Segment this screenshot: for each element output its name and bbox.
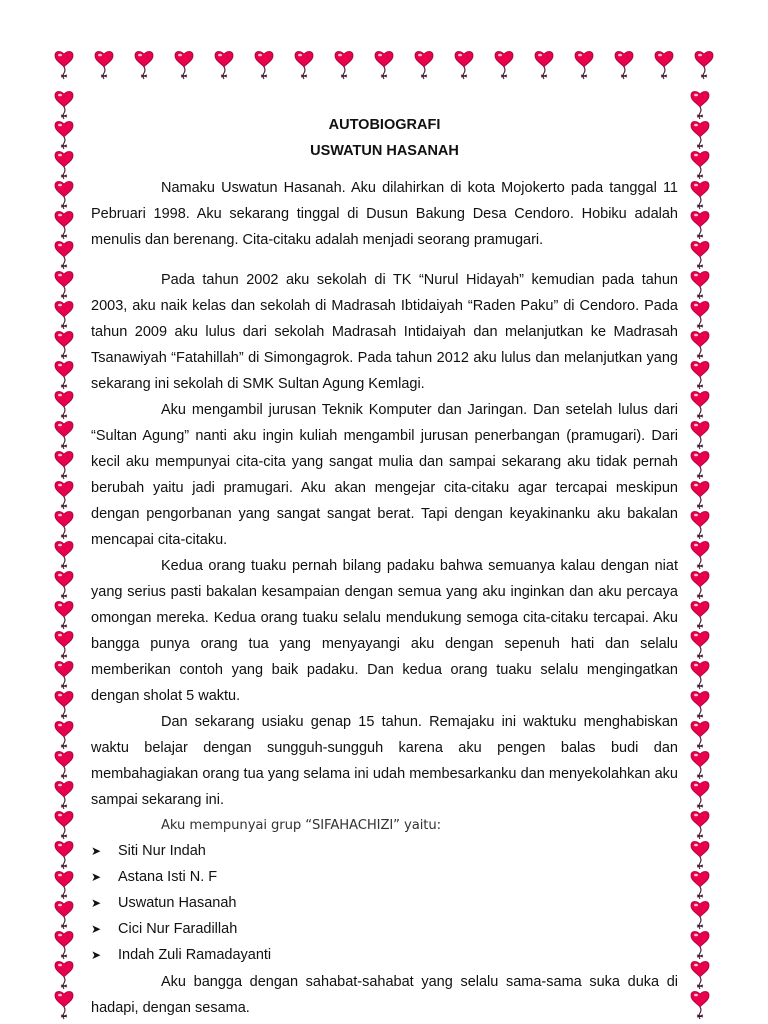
heart-balloon-icon [691,151,709,179]
list-item: ➤ Astana Isti N. F [91,864,271,890]
heart-balloon-icon [55,511,73,539]
heart-balloon-icon [415,51,433,79]
list-item: ➤ Siti Nur Indah [91,838,271,864]
heart-balloon-icon [691,661,709,689]
heart-balloon-icon [255,51,273,79]
heart-balloon-icon [691,631,709,659]
arrow-bullet-icon: ➤ [91,896,102,910]
heart-balloon-icon [655,51,673,79]
heart-balloon-icon [691,751,709,779]
heart-balloon-icon [691,721,709,749]
paragraph-group: Aku mempunyai grup “SIFAHACHIZI” yaitu: [161,818,441,833]
heart-balloon-icon [55,301,73,329]
heart-balloon-icon [691,601,709,629]
heart-balloon-icon [691,211,709,239]
heart-balloon-icon [691,301,709,329]
heart-balloon-icon [375,51,393,79]
heart-balloon-icon [55,331,73,359]
heart-balloon-icon [495,51,513,79]
heart-balloon-icon [691,691,709,719]
heart-balloon-icon [691,421,709,449]
heart-balloon-icon [175,51,193,79]
heart-balloon-icon [55,931,73,959]
heart-balloon-icon [55,481,73,509]
heart-balloon-icon [335,51,353,79]
heart-balloon-icon [55,841,73,869]
heart-balloon-icon [691,991,709,1019]
heart-balloon-icon [55,751,73,779]
heart-balloon-icon [55,121,73,149]
list-item: ➤ Indah Zuli Ramadayanti [91,942,271,968]
heart-balloon-icon [135,51,153,79]
heart-balloon-icon [691,331,709,359]
heart-balloon-icon [55,811,73,839]
heart-balloon-icon [691,901,709,929]
document-title: AUTOBIOGRAFI [328,117,441,133]
list-item: ➤ Cici Nur Faradillah [91,916,271,942]
heart-balloon-icon [691,451,709,479]
list-item: ➤ Uswatun Hasanah [91,890,271,916]
heart-balloon-icon [691,811,709,839]
heart-balloon-icon [55,691,73,719]
arrow-bullet-icon: ➤ [91,922,102,936]
heart-balloon-icon [55,271,73,299]
heart-balloon-icon [691,781,709,809]
heart-balloon-icon [535,51,553,79]
heart-balloon-icon [691,841,709,869]
heart-balloon-icon [55,541,73,569]
heart-balloon-icon [691,271,709,299]
heart-balloon-icon [55,781,73,809]
heart-balloon-icon [95,51,113,79]
heart-balloon-icon [55,51,73,79]
heart-balloon-icon [55,721,73,749]
heart-balloon-icon [55,571,73,599]
heart-balloon-icon [455,51,473,79]
heart-balloon-icon [691,121,709,149]
heart-balloon-icon [691,541,709,569]
heart-balloon-icon [55,961,73,989]
arrow-bullet-icon: ➤ [91,844,102,858]
heart-balloon-icon [55,181,73,209]
heart-balloon-icon [691,931,709,959]
heart-balloon-icon [615,51,633,79]
heart-balloon-icon [691,961,709,989]
heart-balloon-icon [575,51,593,79]
heart-balloon-icon [691,481,709,509]
heart-balloon-icon [55,361,73,389]
heart-balloon-icon [691,91,709,119]
heart-balloon-icon [691,241,709,269]
arrow-bullet-icon: ➤ [91,948,102,962]
heart-balloon-icon [691,181,709,209]
heart-balloon-icon [691,511,709,539]
heart-balloon-icon [691,871,709,899]
group-member-list [91,838,271,968]
heart-balloon-icon [55,901,73,929]
heart-balloon-icon [55,991,73,1019]
paragraph-major: Aku mengambil jurusan Teknik Komputer dan Jaringan. Dan setelah lulus dari “Sultan Agung” nanti aku ingin kuliah mengambil jurusan penerbangan (pramugari). Dari kecil aku mempunyai cita-cita yang sangat mulia dan sampai sekarang aku tidak pernah berubah yaitu jadi pramugari. Aku akan mengejar cita-citaku agar tercapai meskipun dengan pengorbanan yang sangat sangat berat. Tapi dengan keyakinanku aku bakalan mencapai cita-citaku. [91,402,678,548]
paragraph-age: Dan sekarang usiaku genap 15 tahun. Remajaku ini waktuku menghabiskan waktu belajar dengan sungguh-sungguh karena aku pengen balas budi dan membahagiakan orang tua yang selama ini udah membesarkanku dan menyekolahkan aku sampai sekarang ini. [91,714,678,808]
heart-balloon-icon [55,211,73,239]
heart-balloon-icon [295,51,313,79]
paragraph-school: Pada tahun 2002 aku sekolah di TK “Nurul Hidayah” kemudian pada tahun 2003, aku naik kelas dan sekolah di Madrasah Ibtidaiyah “Raden Paku” di Cendoro. Pada tahun 2009 aku lulus dari sekolah Madrasah Intidaiyah dan melanjutkan ke Madrasah Tsanawiyah “Fatahillah” di Simongagrok. Pada tahun 2012 aku lulus dan melanjutkan yang sekarang ini sekolah di SMK Sultan Agung Kemlagi. [91,272,678,392]
paragraph-intro: Namaku Uswatun Hasanah. Aku dilahirkan di kota Mojokerto pada tanggal 11 Pebruari 1998. Aku sekarang tinggal di Dusun Bakung Desa Cendoro. Hobiku adalah menulis dan berenang. Cita-citaku adalah menjadi seorang pramugari. [91,180,678,248]
heart-balloon-icon [55,631,73,659]
heart-balloon-icon [691,571,709,599]
heart-balloon-icon [55,91,73,119]
heart-balloon-icon [691,361,709,389]
heart-balloon-icon [691,391,709,419]
heart-balloon-icon [55,151,73,179]
heart-balloon-icon [55,421,73,449]
heart-balloon-icon [55,391,73,419]
arrow-bullet-icon: ➤ [91,870,102,884]
heart-balloon-icon [55,451,73,479]
heart-balloon-icon [55,661,73,689]
paragraph-parents: Kedua orang tuaku pernah bilang padaku bahwa semuanya kalau dengan niat yang serius pasti bakalan kesampaian dengan semua yang aku inginkan dan aku percaya omongan mereka. Kedua orang tuaku selalu mendukung semoga cita-citaku tercapai. Aku bangga punya orang tua yang menyayangi aku dengan sepenuh hati dan selalu memberikan contoh yang baik padaku. Dan kedua orang tuaku selalu mengingatkan dengan sholat 5 waktu. [91,558,678,704]
heart-balloon-icon [55,241,73,269]
paragraph-closing: Aku bangga dengan sahabat-sahabat yang selalu sama-sama suka duka di hadapi, dengan sesama. [91,974,678,1016]
heart-balloon-icon [215,51,233,79]
heart-balloon-icon [695,51,713,79]
document-subtitle: USWATUN HASANAH [310,143,459,159]
heart-balloon-icon [55,871,73,899]
heart-balloon-icon [55,601,73,629]
